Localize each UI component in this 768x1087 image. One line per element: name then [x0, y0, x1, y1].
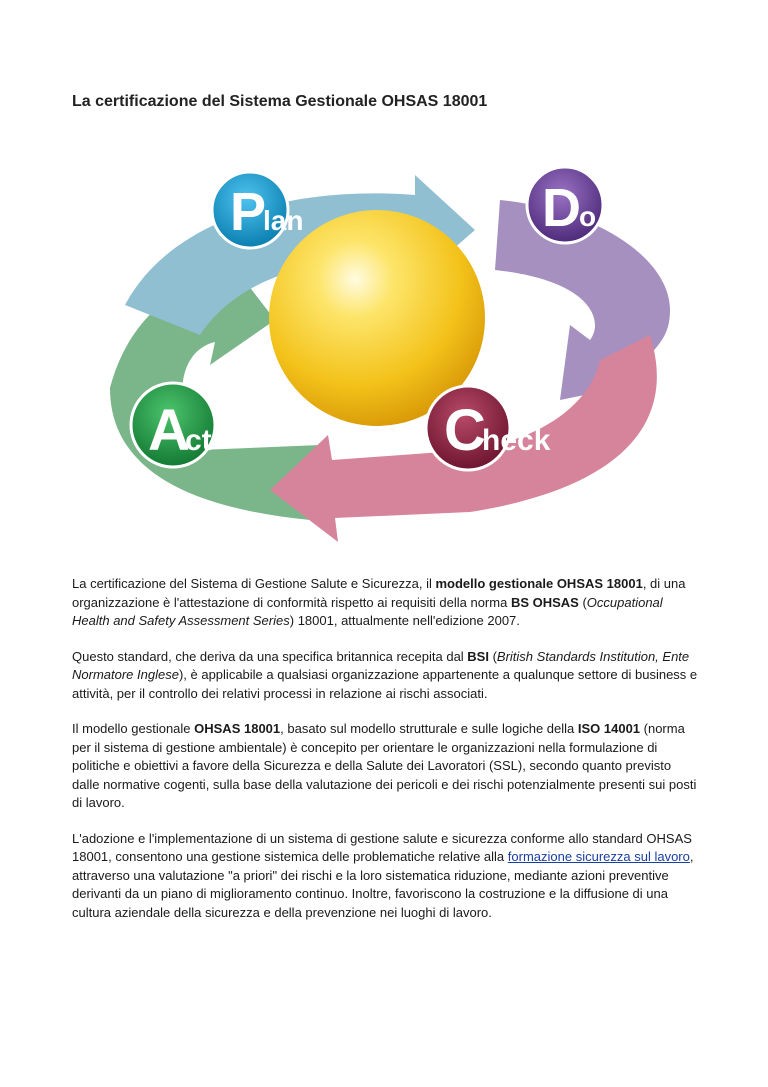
text: , basato sul modello strutturale e sulle logiche della — [280, 721, 578, 736]
italic-term: Occupational Health and Safety Assessment Series — [72, 594, 663, 628]
bold-term: OHSAS 18001 — [194, 721, 281, 736]
plan-letter: P — [230, 182, 267, 242]
act-rest: ct — [185, 424, 212, 457]
text: ), è applicabile a qualsiasi organizzazione appartenente a qualunque settore di business e attività, per il controllo dei relativi processi in relazione ai rischi associati. — [72, 667, 698, 701]
text: Questo standard, che deriva da una specifica britannica recepita dal — [72, 648, 468, 664]
check-letter: C — [444, 398, 486, 463]
page-title: La certificazione del Sistema Gestionale OHSAS 18001 — [72, 93, 488, 110]
act-label — [131, 383, 215, 467]
bold-term: BS OHSAS — [510, 594, 579, 610]
do-rest: o — [579, 201, 597, 232]
paragraph-2 — [72, 648, 700, 704]
text: , di una organizzazione è l'attestazione di conformità rispetto ai requisiti della norma — [72, 576, 686, 610]
check-rest: heck — [482, 424, 551, 457]
paragraph-3 — [72, 720, 700, 813]
text: ) 18001, attualmente nell'edizione 2007. — [289, 613, 520, 628]
text: ( — [578, 594, 587, 610]
text: (norma per il sistema di gestione ambientale) è concepito per orientare le organizzazioni nella formulazione di politiche e obiettivi a favore della Sicurezza e della Salute dei Lavoratori (SSL), secondo quanto previsto dalle normative cogenti, sulla base della valutazione dei pericoli e dei rischi potenzialmente presenti sui posti di lavoro. — [72, 721, 697, 810]
italic-term: British Standards Institution, Ente Normatore Inglese — [72, 648, 690, 682]
text: , attraverso una valutazione "a priori" dei rischi e la loro sistematica riduzione, mediante azioni preventive derivanti da un piano di miglioramento continuo. Inoltre, favoriscono la costruzione e la diffusione di una cultura aziendale della sicurezza e della prevenzione nei luoghi di lavoro. — [72, 849, 694, 920]
document-body — [72, 575, 700, 939]
text: L'adozione e l'implementazione di un sistema di gestione salute e sicurezza conforme allo standard OHSAS 18001, consentono una gestione sistemica delle problematiche relative alla — [72, 830, 692, 864]
bold-term: ISO 14001 — [577, 721, 641, 736]
bold-term: BSI — [467, 648, 489, 664]
do-label — [527, 167, 603, 243]
text: Il modello gestionale — [72, 721, 195, 736]
formazione-sicurezza-link[interactable]: formazione sicurezza sul lavoro — [507, 849, 690, 864]
paragraph-4 — [72, 830, 700, 923]
text: ( — [488, 648, 497, 664]
paragraph-1 — [72, 575, 700, 631]
bold-term: modello gestionale OHSAS 18001 — [435, 576, 643, 591]
text: La certificazione del Sistema di Gestione Salute e Sicurezza, il — [72, 576, 436, 591]
do-letter: D — [542, 178, 581, 238]
act-letter: A — [148, 398, 190, 463]
plan-rest: lan — [263, 205, 304, 236]
pdca-diagram — [70, 160, 700, 560]
